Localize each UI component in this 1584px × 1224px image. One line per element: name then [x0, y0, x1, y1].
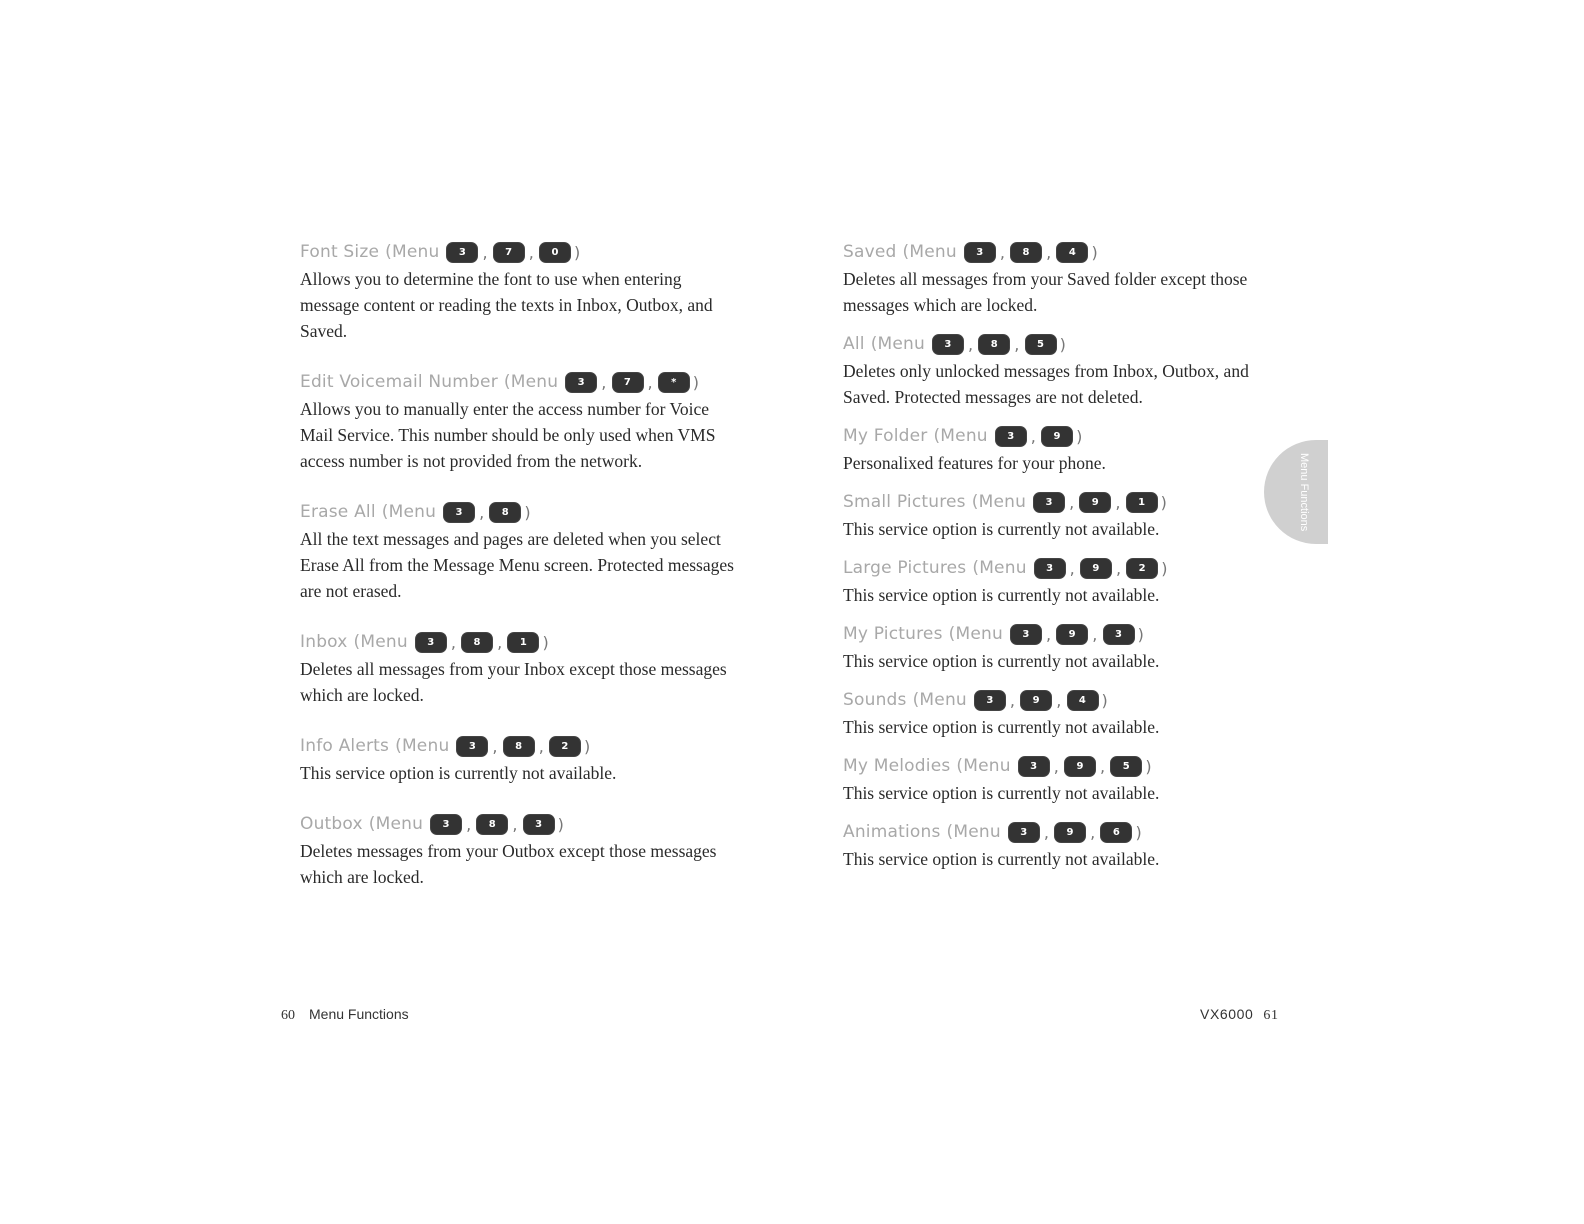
- closing-paren: ): [1137, 624, 1145, 644]
- keypad-key-icon: 4: [1056, 242, 1088, 263]
- key-separator: ,: [538, 736, 545, 756]
- keypad-key-icon: 6: [1100, 822, 1132, 843]
- menu-word: (Menu: [353, 632, 408, 652]
- menu-section: [300, 732, 740, 786]
- section-heading: [300, 498, 740, 526]
- keypad-key-icon: 1: [1126, 492, 1158, 513]
- keypad-key-icon: 7: [612, 372, 644, 393]
- menu-path: [504, 372, 699, 393]
- footer-model-label: VX6000: [1200, 1006, 1254, 1022]
- key-separator: ,: [482, 242, 488, 262]
- menu-section: [843, 554, 1263, 608]
- keypad-key-icon: 8: [476, 814, 508, 835]
- keypad-key-icon: 2: [1126, 558, 1158, 579]
- key-separator: ,: [1056, 690, 1062, 710]
- menu-word: (Menu: [972, 558, 1027, 578]
- menu-path: [972, 492, 1167, 513]
- menu-section: [300, 368, 740, 474]
- keypad-key-icon: 9: [1079, 492, 1111, 513]
- key-separator: ,: [512, 814, 518, 834]
- menu-path: [369, 814, 564, 835]
- menu-path: [949, 624, 1144, 645]
- section-heading: [843, 238, 1263, 266]
- key-separator: ,: [647, 372, 653, 392]
- section-description: Deletes only unlocked messages from Inbox, Outbox, and Saved. Protected messages are not deleted.: [843, 361, 1249, 407]
- footer-chapter-label: Menu Functions: [309, 1006, 409, 1022]
- menu-path: [385, 242, 580, 263]
- menu-section: [300, 628, 740, 708]
- keypad-key-icon: *: [658, 372, 690, 393]
- section-title: Outbox: [300, 814, 363, 834]
- key-separator: ,: [999, 242, 1006, 262]
- keypad-key-icon: 8: [1010, 242, 1042, 263]
- section-description: This service option is currently not available.: [843, 651, 1160, 671]
- menu-section: [843, 422, 1263, 476]
- keypad-key-icon: 3: [1018, 756, 1050, 777]
- section-description: This service option is currently not available.: [843, 783, 1160, 803]
- key-separator: ,: [1030, 426, 1037, 446]
- left-column: [300, 238, 740, 914]
- keypad-key-icon: 4: [1067, 690, 1099, 711]
- closing-paren: ): [557, 814, 565, 834]
- keypad-key-icon: 3: [1010, 624, 1042, 645]
- section-description: This service option is currently not available.: [300, 763, 617, 783]
- keypad-key-icon: 3: [1008, 822, 1040, 843]
- section-title: All: [843, 334, 865, 354]
- keypad-key-icon: 3: [565, 372, 597, 393]
- menu-path: [913, 690, 1108, 711]
- footer-right: [1200, 1006, 1279, 1024]
- section-description: This service option is currently not available.: [843, 585, 1160, 605]
- keypad-key-icon: 8: [978, 334, 1010, 355]
- key-separator: ,: [1069, 558, 1075, 578]
- keypad-key-icon: 9: [1054, 822, 1086, 843]
- menu-word: (Menu: [368, 814, 424, 834]
- section-title: My Melodies: [843, 756, 951, 776]
- section-description: All the text messages and pages are deleted when you select Erase All from the Message Menu screen. Protected messages are not erased.: [300, 529, 734, 601]
- section-heading: [300, 810, 740, 838]
- key-separator: ,: [1009, 690, 1016, 710]
- menu-path: [354, 632, 549, 653]
- menu-section: [843, 752, 1263, 806]
- closing-paren: ): [574, 242, 581, 262]
- key-separator: ,: [466, 814, 472, 834]
- section-heading: [300, 238, 740, 266]
- section-description: This service option is currently not available.: [843, 717, 1160, 737]
- section-heading: [843, 488, 1263, 516]
- section-title: Large Pictures: [843, 558, 967, 578]
- closing-paren: ): [542, 632, 549, 652]
- keypad-key-icon: 3: [456, 736, 488, 757]
- keypad-key-icon: 8: [503, 736, 535, 757]
- key-separator: ,: [1092, 624, 1098, 644]
- section-title: Erase All: [300, 502, 376, 522]
- section-title: Info Alerts: [300, 736, 390, 756]
- key-separator: ,: [1043, 822, 1050, 842]
- keypad-key-icon: 3: [523, 814, 555, 835]
- keypad-key-icon: 3: [1033, 492, 1065, 513]
- menu-word: (Menu: [503, 372, 559, 392]
- section-title: My Pictures: [843, 624, 943, 644]
- key-separator: ,: [1014, 334, 1020, 354]
- keypad-key-icon: 1: [507, 632, 539, 653]
- menu-path: [382, 502, 531, 523]
- section-heading: [843, 422, 1263, 450]
- menu-section: [843, 686, 1263, 740]
- keypad-key-icon: 9: [1080, 558, 1112, 579]
- section-title: Sounds: [843, 690, 907, 710]
- menu-path: [947, 822, 1142, 843]
- section-heading: [843, 620, 1263, 648]
- menu-word: (Menu: [946, 822, 1001, 842]
- menu-word: (Menu: [395, 736, 450, 756]
- key-separator: ,: [492, 736, 498, 756]
- menu-path: [871, 334, 1066, 355]
- key-separator: ,: [1115, 558, 1122, 578]
- key-separator: ,: [450, 632, 457, 652]
- menu-word: (Menu: [948, 624, 1003, 644]
- key-separator: ,: [1090, 822, 1096, 842]
- menu-section: [300, 238, 740, 344]
- key-separator: ,: [1045, 624, 1052, 644]
- keypad-key-icon: 3: [1034, 558, 1066, 579]
- page-number-right: 61: [1263, 1008, 1279, 1023]
- section-title: Animations: [843, 822, 941, 842]
- menu-path: [395, 736, 590, 757]
- keypad-key-icon: 3: [430, 814, 462, 835]
- menu-path: [972, 558, 1167, 579]
- closing-paren: ): [1091, 242, 1098, 262]
- section-title: Saved: [843, 242, 897, 262]
- menu-section: [843, 818, 1263, 872]
- menu-section: [843, 620, 1263, 674]
- keypad-key-icon: 9: [1041, 426, 1073, 447]
- keypad-key-icon: 3: [995, 426, 1027, 447]
- menu-word: (Menu: [385, 242, 440, 262]
- menu-word: (Menu: [956, 756, 1011, 776]
- menu-word: (Menu: [381, 502, 437, 522]
- closing-paren: ): [584, 736, 591, 756]
- keypad-key-icon: 5: [1110, 756, 1142, 777]
- section-description: Allows you to manually enter the access number for Voice Mail Service. This number should be only used when VMS access number is not provided from the network.: [300, 399, 716, 471]
- keypad-key-icon: 3: [964, 242, 996, 263]
- section-heading: [843, 686, 1263, 714]
- key-separator: ,: [601, 372, 607, 392]
- key-separator: ,: [528, 242, 535, 262]
- keypad-key-icon: 3: [1103, 624, 1135, 645]
- menu-word: (Menu: [902, 242, 957, 262]
- section-title: My Folder: [843, 426, 928, 446]
- closing-paren: ): [1059, 334, 1067, 354]
- closing-paren: ): [1135, 822, 1142, 842]
- footer-left: [281, 1006, 409, 1024]
- section-description: Deletes messages from your Outbox except those messages which are locked.: [300, 841, 717, 887]
- section-description: Allows you to determine the font to use when entering message content or reading the texts in Inbox, Outbox, and Saved.: [300, 269, 713, 341]
- section-heading: [300, 732, 740, 760]
- section-heading: [843, 818, 1263, 846]
- section-heading: [843, 330, 1263, 358]
- section-description: This service option is currently not available.: [843, 519, 1160, 539]
- closing-paren: ): [1076, 426, 1083, 446]
- keypad-key-icon: 7: [493, 242, 525, 263]
- section-description: Deletes all messages from your Inbox except those messages which are locked.: [300, 659, 727, 705]
- section-description: Deletes all messages from your Saved folder except those messages which are locked.: [843, 269, 1248, 315]
- section-heading: [300, 628, 740, 656]
- closing-paren: ): [1160, 492, 1168, 512]
- menu-section: [300, 498, 740, 604]
- keypad-key-icon: 3: [932, 334, 964, 355]
- keypad-key-icon: 2: [549, 736, 581, 757]
- section-description: This service option is currently not available.: [843, 849, 1160, 869]
- closing-paren: ): [1145, 756, 1152, 776]
- menu-path: [933, 426, 1082, 447]
- menu-word: (Menu: [933, 426, 988, 446]
- key-separator: ,: [1100, 756, 1106, 776]
- section-heading: [300, 368, 740, 396]
- right-column: [843, 238, 1263, 884]
- key-separator: ,: [497, 632, 503, 652]
- section-title: Font Size: [300, 242, 380, 262]
- keypad-key-icon: 0: [539, 242, 571, 263]
- keypad-key-icon: 8: [489, 502, 521, 523]
- menu-section: [843, 488, 1263, 542]
- menu-word: (Menu: [912, 690, 967, 710]
- key-separator: ,: [968, 334, 974, 354]
- closing-paren: ): [524, 502, 531, 522]
- menu-section: [300, 810, 740, 890]
- section-heading: [843, 554, 1263, 582]
- section-heading: [843, 752, 1263, 780]
- key-separator: ,: [479, 502, 485, 522]
- keypad-key-icon: 3: [974, 690, 1006, 711]
- menu-word: (Menu: [971, 492, 1027, 512]
- section-tab-label: Menu Functions: [1298, 452, 1310, 532]
- keypad-key-icon: 8: [461, 632, 493, 653]
- menu-word: (Menu: [870, 334, 925, 354]
- keypad-key-icon: 9: [1020, 690, 1052, 711]
- section-title: Small Pictures: [843, 492, 966, 512]
- section-title: Inbox: [300, 632, 348, 652]
- closing-paren: ): [692, 372, 700, 392]
- keypad-key-icon: 9: [1056, 624, 1088, 645]
- menu-section: [843, 330, 1263, 410]
- key-separator: ,: [1053, 756, 1060, 776]
- section-title: Edit Voicemail Number: [300, 372, 498, 392]
- keypad-key-icon: 5: [1025, 334, 1057, 355]
- menu-path: [903, 242, 1098, 263]
- keypad-key-icon: 9: [1064, 756, 1096, 777]
- section-description: Personalixed features for your phone.: [843, 453, 1106, 473]
- keypad-key-icon: 3: [415, 632, 447, 653]
- key-separator: ,: [1069, 492, 1075, 512]
- closing-paren: ): [1101, 690, 1108, 710]
- key-separator: ,: [1046, 242, 1052, 262]
- key-separator: ,: [1115, 492, 1121, 512]
- keypad-key-icon: 3: [446, 242, 478, 263]
- closing-paren: ): [1161, 558, 1168, 578]
- menu-section: [843, 238, 1263, 318]
- menu-path: [956, 756, 1151, 777]
- page-number-left: 60: [281, 1008, 295, 1023]
- keypad-key-icon: 3: [443, 502, 475, 523]
